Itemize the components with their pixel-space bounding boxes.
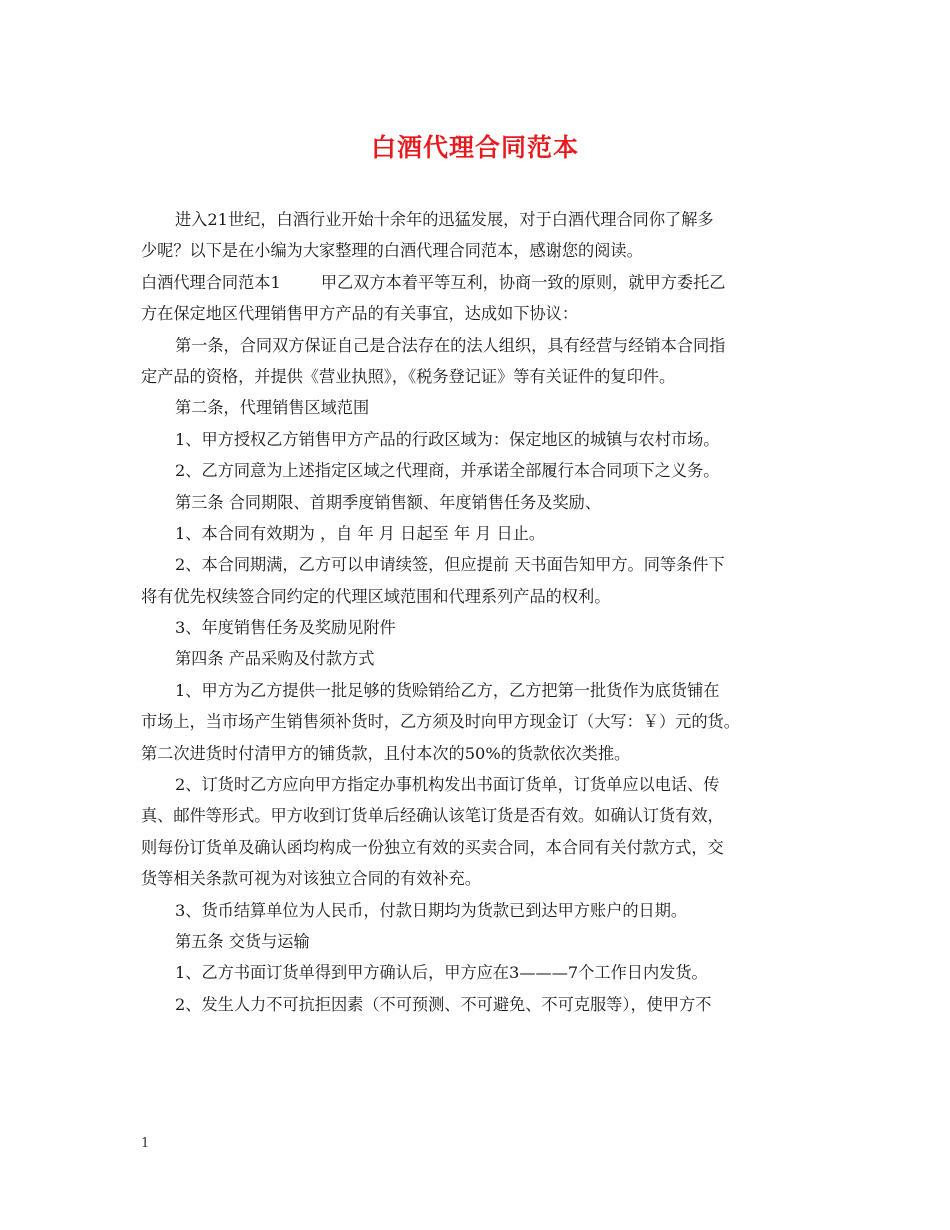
document-title: 白酒代理合同范本 <box>370 133 579 162</box>
line-text: 甲乙双方本着平等互利，协商一致的原则，就甲方委托乙 <box>320 272 726 292</box>
text-line: 将有优先权续签合同约定的代理区域范围和代理系列产品的权利。 <box>141 586 611 606</box>
text-line: 1、甲方为乙方提供一批足够的货赊销给乙方，乙方把第一批货作为底货铺在 <box>175 680 720 700</box>
text-line: 市场上，当市场产生销售须补货时，乙方须及时向甲方现金订（大写：￥）元的货。 <box>141 712 740 732</box>
text-line: 2、乙方同意为上述指定区域之代理商，并承诺全部履行本合同项下之义务。 <box>175 461 720 481</box>
document-body <box>141 204 811 1020</box>
page-number: 1 <box>141 1136 150 1151</box>
text-line: 定产品的资格，并提供《营业执照》，《税务登记证》等有关证件的复印件。 <box>141 366 676 386</box>
text-line: 真、邮件等形式。甲方收到订货单后经确认该笔订货是否有效。如确认订货有效， <box>141 806 724 826</box>
text-line: 1、甲方授权乙方销售甲方产品的行政区域为：保定地区的城镇与农村市场。 <box>175 429 720 449</box>
text-line: 第三条 合同期限、首期季度销售额、年度销售任务及奖励、 <box>175 492 602 512</box>
text-line <box>141 267 811 298</box>
text-line: 少呢？以下是在小编为大家整理的白酒代理合同范本，感谢您的阅读。 <box>141 241 643 261</box>
text-line: 1、乙方书面订货单得到甲方确认后，甲方应在3———7个工作日内发货。 <box>175 963 708 983</box>
text-line: 1、本合同有效期为 ，自 年 月 日起至 年 月 日止。 <box>175 523 546 543</box>
text-line: 2、发生人力不可抗拒因素（不可预测、不可避免、不可克服等），使甲方不 <box>175 994 712 1014</box>
text-line: 3、货币结算单位为人民币，付款日期均为货款已到达甲方账户的日期。 <box>175 900 688 920</box>
text-line: 货等相关条款可视为对该独立合同的有效补充。 <box>141 869 481 889</box>
text-line: 第二次进货时付清甲方的铺货款，且付本次的50%的货款依次类推。 <box>141 743 631 763</box>
section-heading: 白酒代理合同范本1 <box>141 272 281 292</box>
text-line: 2、本合同期满，乙方可以申请续签，但应提前 天书面告知甲方。同等条件下 <box>175 555 725 575</box>
text-line: 3、年度销售任务及奖励见附件 <box>175 618 396 638</box>
text-line: 则每份订货单及确认函均构成一份独立有效的买卖合同，本合同有关付款方式，交 <box>141 837 724 857</box>
text-line: 第五条 交货与运输 <box>175 931 310 951</box>
text-line: 方在保定地区代理销售甲方产品的有关事宜，达成如下协议： <box>141 304 579 324</box>
text-line: 第二条，代理销售区域范围 <box>175 398 370 418</box>
text-line: 第四条 产品采购及付款方式 <box>175 649 375 669</box>
text-line: 进入21世纪，白酒行业开始十余年的迅猛发展，对于白酒代理合同你了解多 <box>175 210 714 229</box>
text-line: 第一条，合同双方保证自己是合法存在的法人组织，具有经营与经销本合同指 <box>175 335 726 355</box>
text-line: 2、订货时乙方应向甲方指定办事机构发出书面订货单，订货单应以电话、传 <box>175 775 720 795</box>
